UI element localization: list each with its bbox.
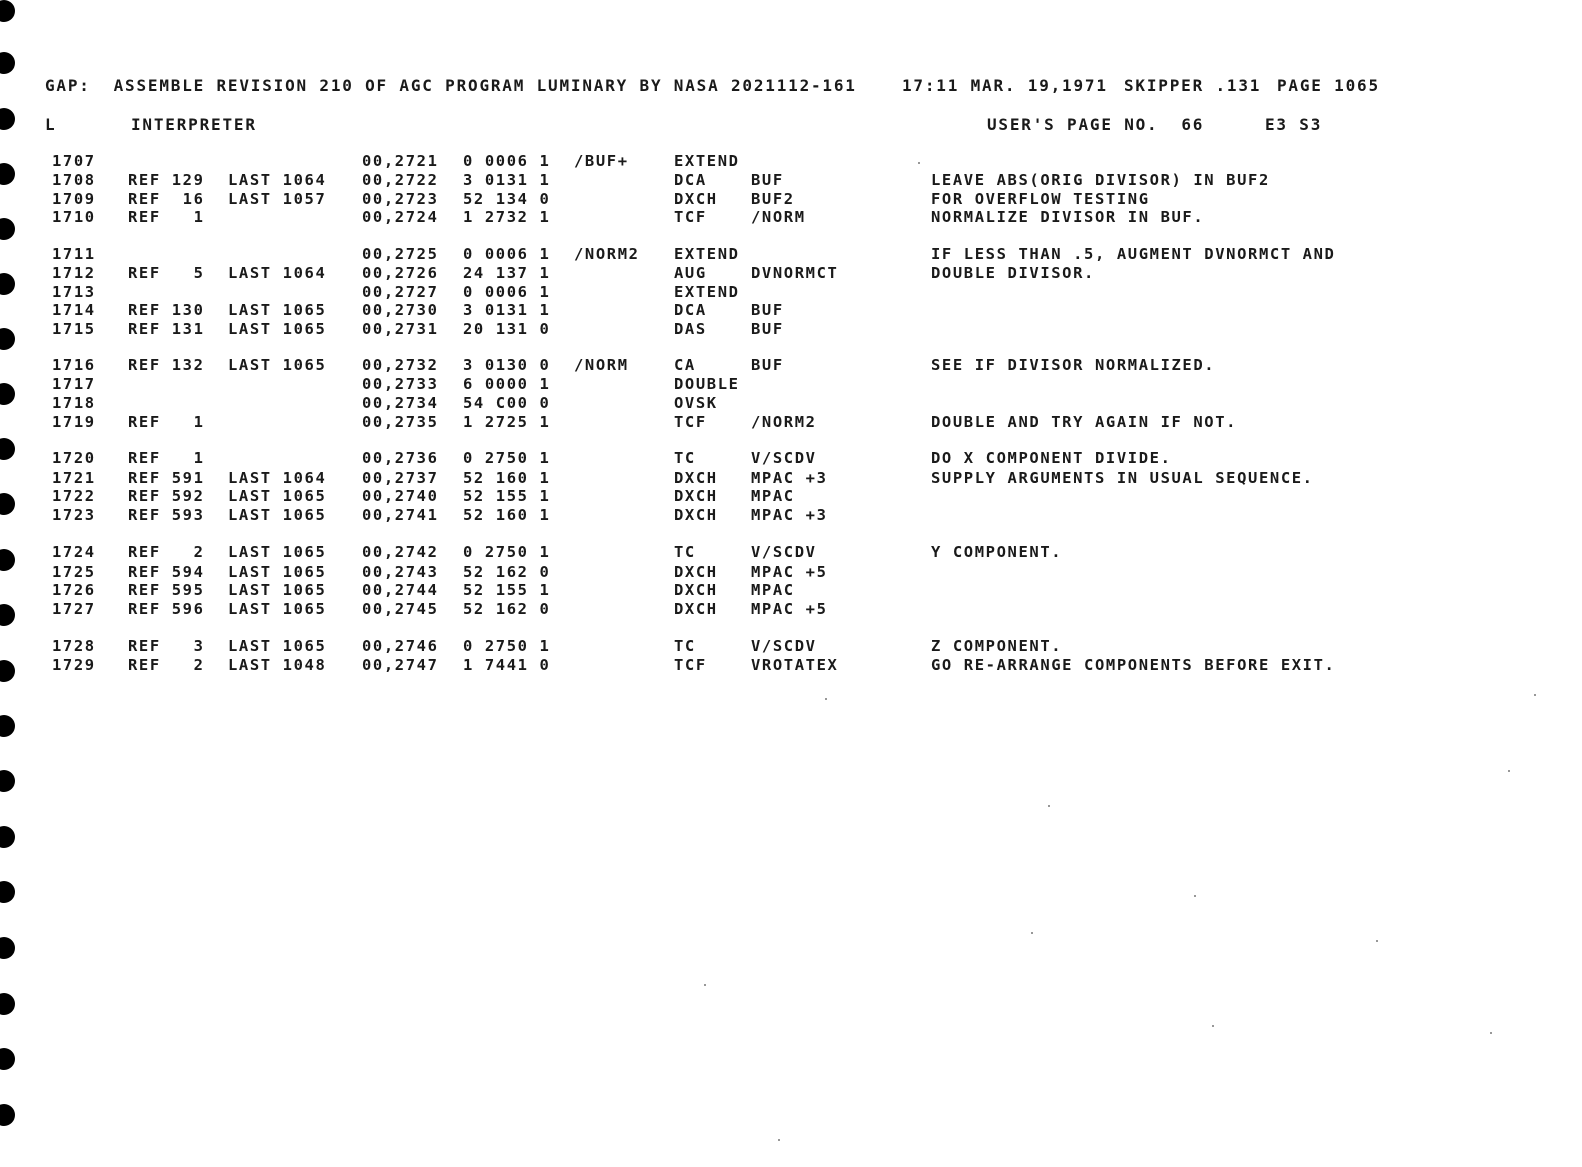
octal-word: 0 2750 1 xyxy=(463,637,551,655)
last-field: LAST 1065 xyxy=(228,320,327,338)
comment: LEAVE ABS(ORIG DIVISOR) IN BUF2 xyxy=(931,171,1270,189)
opcode: AUG xyxy=(674,264,707,282)
operand: MPAC xyxy=(751,487,795,505)
comment: FOR OVERFLOW TESTING xyxy=(931,190,1150,208)
operand: DVNORMCT xyxy=(751,264,839,282)
address-field: 00,2741 xyxy=(362,506,439,524)
operand: MPAC +3 xyxy=(751,506,828,524)
line-number: 1713 xyxy=(52,283,96,301)
header-title: GAP: ASSEMBLE REVISION 210 OF AGC PROGRAM LUMINARY BY NASA 2021112-161 xyxy=(45,76,857,95)
line-number: 1726 xyxy=(52,581,96,599)
operand: BUF xyxy=(751,356,784,374)
comment: IF LESS THAN .5, AUGMENT DVNORMCT AND xyxy=(931,245,1336,263)
ref-field: REF 132 xyxy=(128,356,205,374)
last-field: LAST 1065 xyxy=(228,506,327,524)
octal-word: 0 0006 1 xyxy=(463,283,551,301)
opcode: TC xyxy=(674,449,696,467)
address-field: 00,2732 xyxy=(362,356,439,374)
line-number: 1712 xyxy=(52,264,96,282)
operand: /NORM xyxy=(751,208,806,226)
opcode: EXTEND xyxy=(674,152,740,170)
ref-field: REF 593 xyxy=(128,506,205,524)
opcode: DXCH xyxy=(674,506,718,524)
paper-speck xyxy=(1194,895,1196,897)
last-field: LAST 1064 xyxy=(228,171,327,189)
line-number: 1717 xyxy=(52,375,96,393)
address-field: 00,2731 xyxy=(362,320,439,338)
last-field: LAST 1057 xyxy=(228,190,327,208)
line-number: 1708 xyxy=(52,171,96,189)
line-number: 1728 xyxy=(52,637,96,655)
operand: V/SCDV xyxy=(751,637,817,655)
binder-hole xyxy=(0,549,15,571)
address-field: 00,2740 xyxy=(362,487,439,505)
address-field: 00,2746 xyxy=(362,637,439,655)
ref-field: REF 5 xyxy=(128,264,205,282)
operand: BUF xyxy=(751,301,784,319)
address-field: 00,2724 xyxy=(362,208,439,226)
octal-word: 52 162 0 xyxy=(463,563,551,581)
binder-hole xyxy=(0,993,15,1015)
octal-word: 54 C00 0 xyxy=(463,394,551,412)
comment: DOUBLE DIVISOR. xyxy=(931,264,1095,282)
opcode: TC xyxy=(674,637,696,655)
address-field: 00,2742 xyxy=(362,543,439,561)
paper-speck xyxy=(1490,1032,1492,1034)
line-number: 1720 xyxy=(52,449,96,467)
octal-word: 1 7441 0 xyxy=(463,656,551,674)
line-number: 1714 xyxy=(52,301,96,319)
comment: DO X COMPONENT DIVIDE. xyxy=(931,449,1172,467)
octal-word: 6 0000 1 xyxy=(463,375,551,393)
address-field: 00,2743 xyxy=(362,563,439,581)
address-field: 00,2721 xyxy=(362,152,439,170)
address-field: 00,2726 xyxy=(362,264,439,282)
octal-word: 52 162 0 xyxy=(463,600,551,618)
opcode: DXCH xyxy=(674,487,718,505)
line-number: 1710 xyxy=(52,208,96,226)
last-field: LAST 1065 xyxy=(228,301,327,319)
operand: BUF xyxy=(751,171,784,189)
binder-hole xyxy=(0,881,15,903)
last-field: LAST 1065 xyxy=(228,487,327,505)
operand: VROTATEX xyxy=(751,656,839,674)
last-field: LAST 1065 xyxy=(228,600,327,618)
octal-word: 52 134 0 xyxy=(463,190,551,208)
ref-field: REF 131 xyxy=(128,320,205,338)
line-number: 1723 xyxy=(52,506,96,524)
octal-word: 3 0131 1 xyxy=(463,171,551,189)
line-number: 1729 xyxy=(52,656,96,674)
octal-word: 0 0006 1 xyxy=(463,152,551,170)
octal-word: 52 155 1 xyxy=(463,581,551,599)
binder-hole xyxy=(0,163,15,185)
operand: BUF2 xyxy=(751,190,795,208)
binder-hole xyxy=(0,826,15,848)
octal-word: 0 2750 1 xyxy=(463,543,551,561)
operand: MPAC +5 xyxy=(751,563,828,581)
binder-hole xyxy=(0,493,15,515)
opcode: DOUBLE xyxy=(674,375,740,393)
binder-hole xyxy=(0,770,15,792)
last-field: LAST 1064 xyxy=(228,264,327,282)
symbol-label: /NORM xyxy=(574,356,629,374)
comment: DOUBLE AND TRY AGAIN IF NOT. xyxy=(931,413,1238,431)
binder-hole xyxy=(0,715,15,737)
line-number: 1722 xyxy=(52,487,96,505)
address-field: 00,2745 xyxy=(362,600,439,618)
last-field: LAST 1064 xyxy=(228,469,327,487)
paper-speck xyxy=(1508,770,1510,772)
operand: MPAC xyxy=(751,581,795,599)
header-skipper: SKIPPER .131 xyxy=(1124,76,1262,95)
line-number: 1716 xyxy=(52,356,96,374)
opcode: TCF xyxy=(674,656,707,674)
operand: MPAC +5 xyxy=(751,600,828,618)
octal-word: 0 0006 1 xyxy=(463,245,551,263)
binder-hole xyxy=(0,438,15,460)
paper-speck xyxy=(778,1139,780,1141)
symbol-label: /NORM2 xyxy=(574,245,640,263)
last-field: LAST 1065 xyxy=(228,581,327,599)
ref-field: REF 130 xyxy=(128,301,205,319)
address-field: 00,2734 xyxy=(362,394,439,412)
opcode: DXCH xyxy=(674,563,718,581)
binder-hole xyxy=(0,328,15,350)
address-field: 00,2736 xyxy=(362,449,439,467)
last-field: LAST 1065 xyxy=(228,356,327,374)
ref-field: REF 1 xyxy=(128,449,205,467)
ref-field: REF 3 xyxy=(128,637,205,655)
comment: SUPPLY ARGUMENTS IN USUAL SEQUENCE. xyxy=(931,469,1314,487)
comment: Z COMPONENT. xyxy=(931,637,1063,655)
header-datetime: 17:11 MAR. 19,1971 xyxy=(902,76,1108,95)
ref-field: REF 595 xyxy=(128,581,205,599)
opcode: DXCH xyxy=(674,600,718,618)
opcode: OVSK xyxy=(674,394,718,412)
octal-word: 24 137 1 xyxy=(463,264,551,282)
address-field: 00,2735 xyxy=(362,413,439,431)
operand: MPAC +3 xyxy=(751,469,828,487)
comment: NORMALIZE DIVISOR IN BUF. xyxy=(931,208,1205,226)
operand: BUF xyxy=(751,320,784,338)
ref-field: REF 591 xyxy=(128,469,205,487)
opcode: TCF xyxy=(674,413,707,431)
address-field: 00,2733 xyxy=(362,375,439,393)
subheader-code: E3 S3 xyxy=(1265,115,1323,134)
last-field: LAST 1065 xyxy=(228,543,327,561)
line-number: 1724 xyxy=(52,543,96,561)
ref-field: REF 129 xyxy=(128,171,205,189)
last-field: LAST 1065 xyxy=(228,637,327,655)
user-page-number: USER'S PAGE NO. 66 xyxy=(987,115,1205,134)
binder-hole xyxy=(0,660,15,682)
binder-hole xyxy=(0,273,15,295)
paper-speck xyxy=(825,698,827,700)
opcode: CA xyxy=(674,356,696,374)
ref-field: REF 594 xyxy=(128,563,205,581)
paper-speck xyxy=(1534,694,1536,696)
line-number: 1709 xyxy=(52,190,96,208)
paper-speck xyxy=(1212,1025,1214,1027)
octal-word: 20 131 0 xyxy=(463,320,551,338)
ref-field: REF 16 xyxy=(128,190,205,208)
opcode: DCA xyxy=(674,301,707,319)
octal-word: 3 0130 0 xyxy=(463,356,551,374)
opcode: TC xyxy=(674,543,696,561)
subheader-flag: L xyxy=(45,115,57,134)
operand: V/SCDV xyxy=(751,543,817,561)
operand: V/SCDV xyxy=(751,449,817,467)
address-field: 00,2744 xyxy=(362,581,439,599)
binder-hole xyxy=(0,604,15,626)
line-number: 1727 xyxy=(52,600,96,618)
ref-field: REF 596 xyxy=(128,600,205,618)
octal-word: 1 2725 1 xyxy=(463,413,551,431)
opcode: DAS xyxy=(674,320,707,338)
ref-field: REF 1 xyxy=(128,413,205,431)
last-field: LAST 1065 xyxy=(228,563,327,581)
address-field: 00,2747 xyxy=(362,656,439,674)
paper-speck xyxy=(1376,940,1378,942)
paper-speck xyxy=(1031,932,1033,934)
opcode: DXCH xyxy=(674,469,718,487)
opcode: DXCH xyxy=(674,190,718,208)
ref-field: REF 2 xyxy=(128,543,205,561)
octal-word: 52 155 1 xyxy=(463,487,551,505)
line-number: 1711 xyxy=(52,245,96,263)
paper-speck xyxy=(704,984,706,986)
header-page: PAGE 1065 xyxy=(1277,76,1380,95)
octal-word: 52 160 1 xyxy=(463,506,551,524)
line-number: 1725 xyxy=(52,563,96,581)
binder-hole xyxy=(0,1104,15,1126)
paper-speck xyxy=(918,162,920,164)
line-number: 1707 xyxy=(52,152,96,170)
address-field: 00,2730 xyxy=(362,301,439,319)
comment: Y COMPONENT. xyxy=(931,543,1063,561)
paper-speck xyxy=(1048,805,1050,807)
binder-hole xyxy=(0,937,15,959)
ref-field: REF 592 xyxy=(128,487,205,505)
binder-hole xyxy=(0,0,15,22)
comment: GO RE-ARRANGE COMPONENTS BEFORE EXIT. xyxy=(931,656,1336,674)
ref-field: REF 1 xyxy=(128,208,205,226)
binder-hole xyxy=(0,218,15,240)
octal-word: 1 2732 1 xyxy=(463,208,551,226)
operand: /NORM2 xyxy=(751,413,817,431)
opcode: EXTEND xyxy=(674,283,740,301)
symbol-label: /BUF+ xyxy=(574,152,629,170)
opcode: DCA xyxy=(674,171,707,189)
address-field: 00,2737 xyxy=(362,469,439,487)
binder-hole xyxy=(0,1048,15,1070)
comment: SEE IF DIVISOR NORMALIZED. xyxy=(931,356,1216,374)
octal-word: 52 160 1 xyxy=(463,469,551,487)
opcode: EXTEND xyxy=(674,245,740,263)
binder-hole xyxy=(0,108,15,130)
last-field: LAST 1048 xyxy=(228,656,327,674)
octal-word: 3 0131 1 xyxy=(463,301,551,319)
section-title: INTERPRETER xyxy=(131,115,257,134)
octal-word: 0 2750 1 xyxy=(463,449,551,467)
line-number: 1715 xyxy=(52,320,96,338)
line-number: 1718 xyxy=(52,394,96,412)
line-number: 1719 xyxy=(52,413,96,431)
binder-hole xyxy=(0,52,15,74)
opcode: TCF xyxy=(674,208,707,226)
ref-field: REF 2 xyxy=(128,656,205,674)
address-field: 00,2722 xyxy=(362,171,439,189)
opcode: DXCH xyxy=(674,581,718,599)
address-field: 00,2725 xyxy=(362,245,439,263)
binder-hole xyxy=(0,383,15,405)
address-field: 00,2723 xyxy=(362,190,439,208)
line-number: 1721 xyxy=(52,469,96,487)
address-field: 00,2727 xyxy=(362,283,439,301)
